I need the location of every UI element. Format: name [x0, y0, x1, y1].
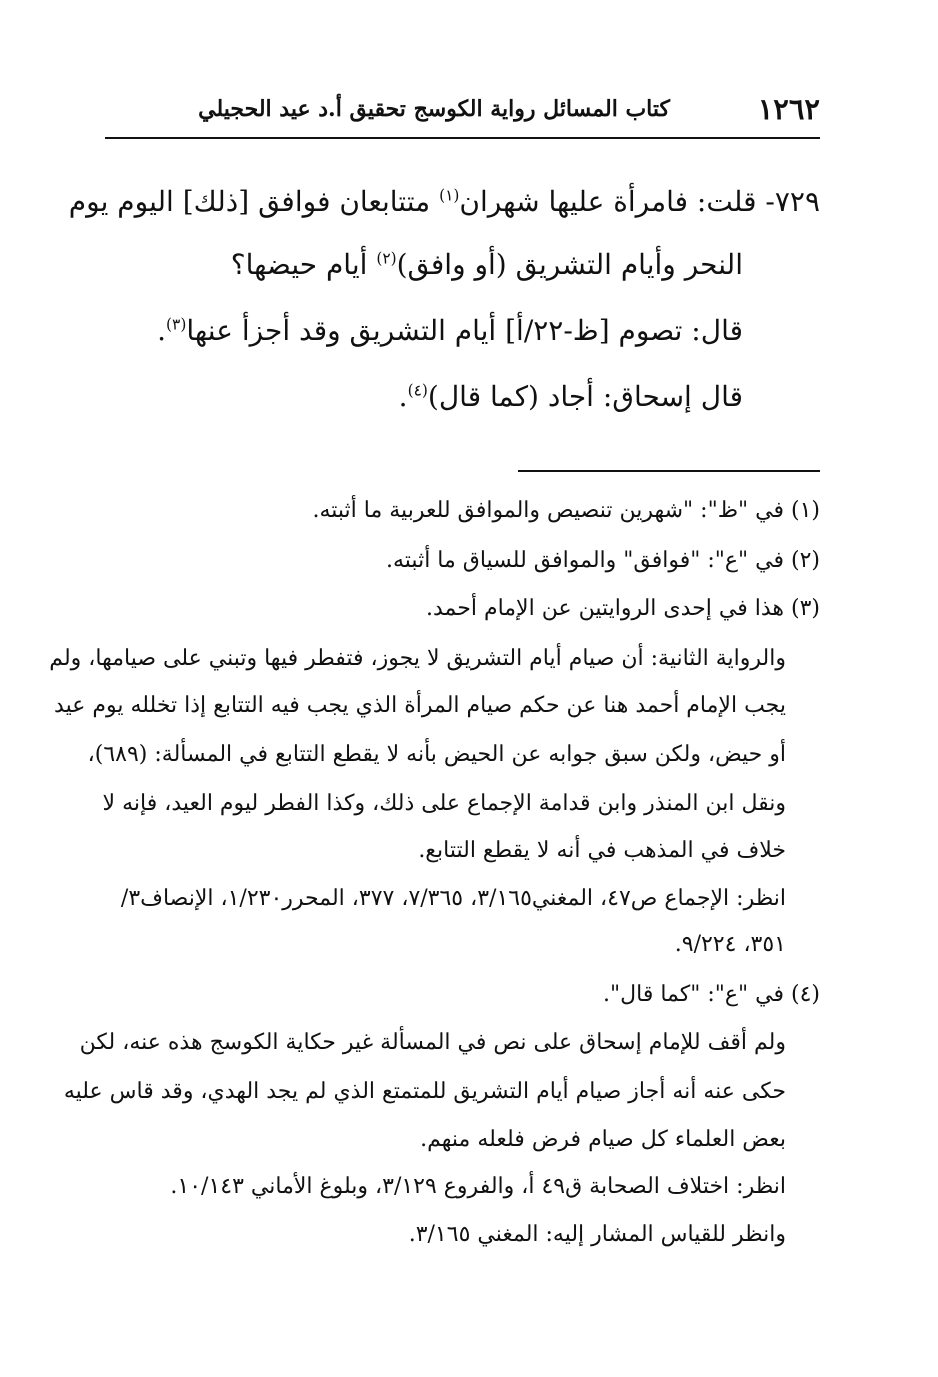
- page-header: [105, 92, 820, 132]
- main-text: متتابعان فوافق [ذلك] اليوم يوم: [68, 185, 440, 218]
- main-text: .: [398, 380, 408, 413]
- footnote-4-line: حكى عنه أنه أجاز صيام أيام التشريق للمتمتع الذي لم يجد الهدي، وقد قاس عليه: [63, 1079, 786, 1104]
- header-rule: [105, 137, 820, 139]
- footnote-3-line: والرواية الثانية: أن صيام أيام التشريق لا يجوز، فتفطر فيها وتبني على صيامها، ولم: [49, 646, 786, 671]
- footnote-ref-4: (٤): [407, 381, 428, 400]
- footnote-3-reference: انظر: الإجماع ص٤٧، المغني٣/١٦٥، ٧/٣٦٥، ٣٧٧، المحرر١/٢٣٠، الإنصاف٣/: [120, 886, 786, 911]
- main-text: ٧٢٩- قلت: فامرأة عليها شهران: [459, 185, 820, 218]
- main-line-3: [157, 314, 743, 347]
- footnote-4: (٤) في "ع": "كما قال".: [603, 982, 820, 1007]
- main-text: النحر وأيام التشريق (أو وافق): [396, 248, 743, 281]
- footnote-ref-2: (٢): [376, 249, 397, 268]
- main-text: قال: تصوم [ظ-٢٢/أ] أيام التشريق وقد أجزأ عنها: [186, 314, 743, 347]
- main-text: .: [157, 314, 167, 347]
- footnote-ref-3: (٣): [166, 315, 187, 334]
- footnote-4-line: بعض العلماء كل صيام فرض فلعله منهم.: [420, 1127, 786, 1152]
- main-line-2: [231, 248, 743, 281]
- footnote-separator: [518, 470, 820, 472]
- main-line-1: [69, 185, 820, 218]
- footnote-1: (١) في "ظ": "شهرين تنصيص والموافق للعربية ما أثبته.: [312, 498, 820, 523]
- main-text: قال إسحاق: أجاد (كما قال): [427, 380, 743, 413]
- footnote-4-line: ولم أقف للإمام إسحاق على نص في المسألة غير حكاية الكوسج هذه عنه، لكن: [79, 1030, 786, 1055]
- footnote-4-reference: انظر: اختلاف الصحابة ق٤٩ أ، والفروع ٣/١٢٩، وبلوغ الأماني ١٠/١٤٣.: [170, 1174, 786, 1199]
- footnote-3-line: أو حيض، ولكن سبق جوابه عن الحيض بأنه لا يقطع التتابع في المسألة: (٦٨٩)،: [87, 742, 786, 767]
- footnote-3-line: يجب الإمام أحمد هنا عن حكم صيام المرأة الذي يجب فيه التتابع إذا تخلله يوم عيد: [54, 693, 786, 718]
- page-number: ١٢٦٢: [757, 92, 820, 126]
- footnote-4-reference: وانظر للقياس المشار إليه: المغني ٣/١٦٥.: [408, 1222, 786, 1247]
- footnote-3-reference: ٣٥١، ٩/٢٢٤.: [674, 932, 786, 957]
- main-line-4: [399, 380, 743, 413]
- main-text: أيام حيضها؟: [230, 248, 377, 281]
- footnote-2: (٢) في "ع": "فوافق" والموافق للسياق ما أثبته.: [386, 548, 820, 573]
- footnote-3: (٣) هذا في إحدى الروايتين عن الإمام أحمد.: [425, 596, 820, 621]
- running-title: كتاب المسائل رواية الكوسج تحقيق أ.د عيد الحجيلي: [198, 96, 670, 122]
- footnote-3-line: خلاف في المذهب في أنه لا يقطع التتابع.: [418, 838, 786, 863]
- footnote-ref-1: (١): [439, 186, 460, 205]
- footnote-3-line: ونقل ابن المنذر وابن قدامة الإجماع على ذلك، وكذا الفطر ليوم العيد، فإنه لا: [102, 791, 786, 816]
